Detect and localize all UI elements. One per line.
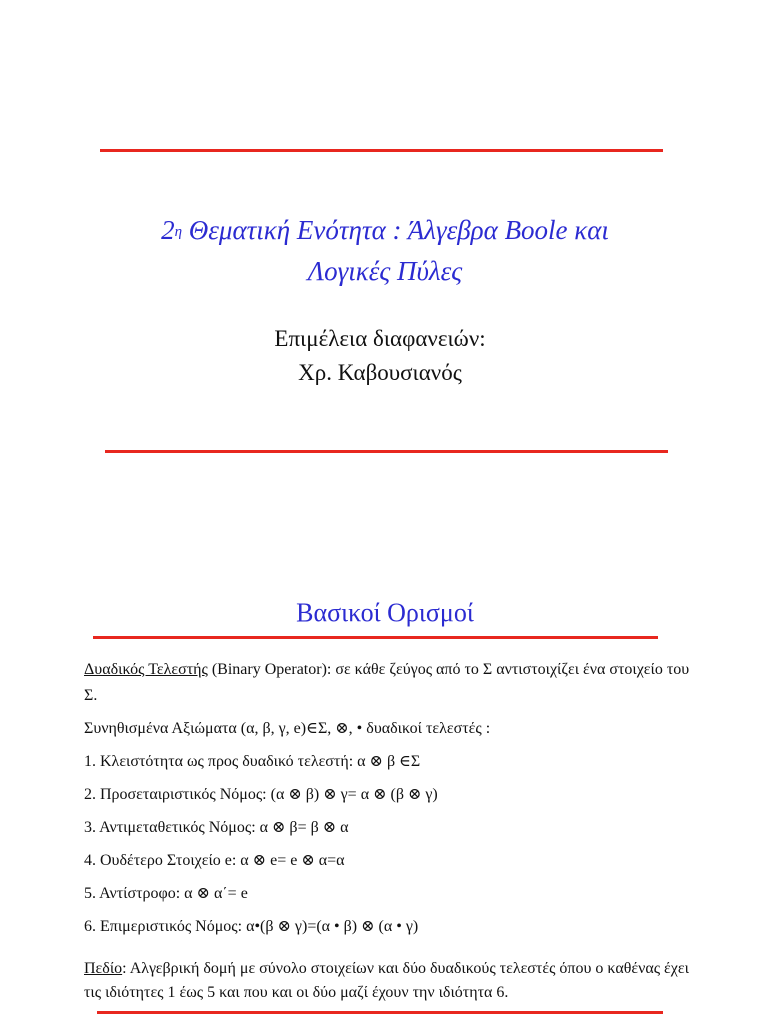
title-text: Θεματική Ενότητα : Άλγεβρα Boole και <box>182 215 609 245</box>
divider-rule <box>97 1011 663 1014</box>
credits-label: Επιμέλεια διαφανειών: <box>274 326 486 351</box>
field-term: Πεδίο <box>84 960 123 977</box>
binary-operator-text: (Binary Operator): σε κάθε ζεύγος από το Σ αντιστοιχίζει ένα στοιχείο του Σ. <box>84 661 690 704</box>
axiom-item: 1. Κλειστότητα ως προς δυαδικό τελεστή: α ⊗ β ∈Σ <box>84 753 421 770</box>
axiom-item: 2. Προσεταιριστικός Νόμος: (α ⊗ β) ⊗ γ= α ⊗ (β ⊗ γ) <box>84 786 438 803</box>
axioms-intro: Συνηθισμένα Αξιώματα (α, β, γ, e)∈Σ, ⊗, • δυαδικοί τελεστές : <box>84 720 491 737</box>
field-definition <box>84 957 694 1005</box>
axiom-item: 3. Αντιμεταθετικός Νόμος: α ⊗ β= β ⊗ α <box>84 819 349 836</box>
title-number: 2 <box>161 215 175 245</box>
binary-operator-term: Δυαδικός Τελεστής <box>84 661 208 678</box>
divider-rule <box>105 450 668 453</box>
axiom-item: 5. Αντίστροφο: α ⊗ α΄= e <box>84 885 248 902</box>
axiom-item: 6. Επιμεριστικός Νόμος: α•(β ⊗ γ)=(α • β) ⊗ (α • γ) <box>84 918 419 935</box>
credits <box>120 322 640 390</box>
title-superscript: η <box>174 224 183 240</box>
axiom-item: 4. Ουδέτερο Στοιχείο e: α ⊗ e= e ⊗ α=α <box>84 852 345 869</box>
divider-rule <box>93 636 658 639</box>
field-text: : Αλγεβρική δομή με σύνολο στοιχείων και δύο δυαδικούς τελεστές όπου ο καθένας έχει τις ιδιότητες 1 έως 5 και που και οι δύο μαζί έχουν την ιδιότητα 6. <box>84 960 689 1001</box>
section-title: Βασικοί Ορισμοί <box>296 598 474 627</box>
divider-rule <box>100 149 663 152</box>
binary-operator-definition <box>84 657 694 709</box>
slide-title-line1 <box>60 212 710 253</box>
credits-author: Χρ. Καβουσιανός <box>298 360 462 385</box>
slide-title <box>60 212 710 289</box>
slide-title-line2: Λογικές Πύλες <box>307 256 463 286</box>
